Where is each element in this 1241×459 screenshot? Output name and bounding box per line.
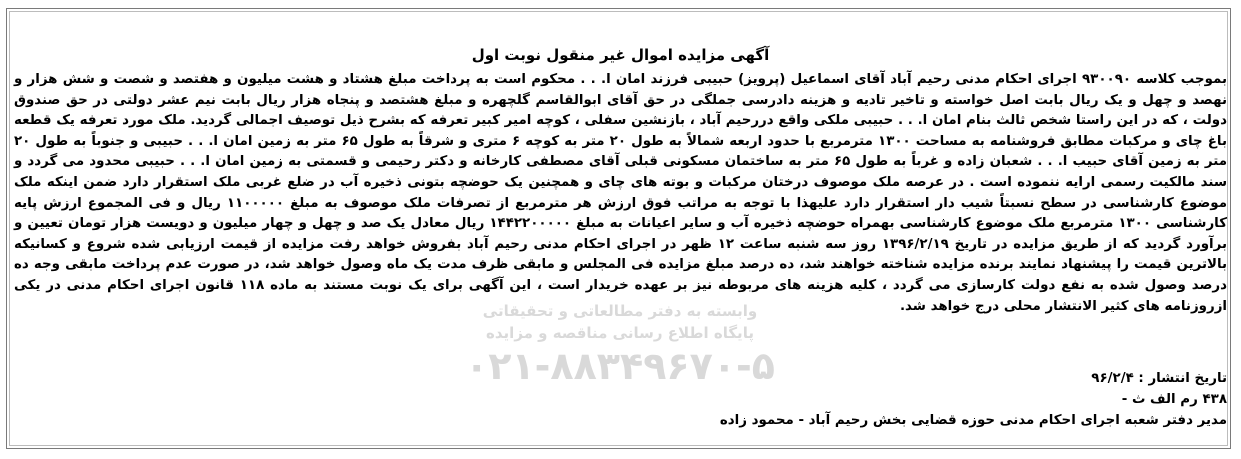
reference-number: ۴۳۸ رم الف ث -	[1121, 392, 1227, 407]
watermark-line-1: وابسته به دفتر مطالعاتی و تحقیقاتی	[482, 302, 758, 320]
watermark-line-2: پایگاه اطلاع رسانی مناقصه و مزایده	[486, 324, 754, 342]
publish-date: تاریخ انتشار : ۹۶/۲/۴	[1091, 371, 1227, 386]
notice-body: بموجب کلاسه ۹۳۰۰۹۰ اجرای احکام مدنی رحیم آباد آقای اسماعیل (پرویز) حبیبی فرزند امان ا. . . محکوم است به پرداخت مبلغ هشتاد و هشت میلیون و هفتصد و شصت و شش هزار و نهصد و چهل و یک ریال بابت اصل خواسته و تاخیر تادیه و هزینه دادرسی جملگی در حق آقای ابوالقاسم گلچهره و مبلغ هشتصد و پنجاه هزار ریال بابت نیم عشر دولتی در حق صندوق دولت ، که در این راستا شخص ثالث بنام امان ا. . . حبیبی ملکی واقع دررحیم آباد ، بازنشین سفلی ، کوچه امیر کبیر تعرفه که بشرح ذیل توصیف اجمالی گردید. ملک مورد تعرفه یک قطعه باغ چای و مرکبات مطابق فروشنامه به مساحت ۱۳۰۰ مترمربع با حدود اربعه شمالاً به طول ۲۰ متر به کوچه ۶ متری و شرقاً به طول ۶۵ متر به زمین امان ا. . . حبیبی و جنوباً به طول ۲۰ متر به زمین آقای حبیب ا. . . شعبان زاده و غرباً به طول ۶۵ متر به ساختمان مسکونی قبلی آقای مصطفی کارخانه و دکتر رحیمی و قسمتی به زمین امان ا. . . حبیبی محدود می گردد و سند مالکیت رسمی ارایه ننموده است . در عرصه ملک موصوف درختان مرکبات و بوته های چای و همچنین یک حوضچه بتونی ذخیره آب در ضلع غربی ملک استقرار دارد ضمن اینکه ملک موضوع کارشناسی در سطح نسبتاً شیب دار استقرار دارد علیهذا با توجه به مراتب فوق ارزش هر مترمربع از تصرفات ملک موصوف به مبلغ ۱۱۰۰۰۰۰ ریال و فی المجموع ارزش پایه کارشناسی ۱۳۰۰ مترمربع ملک موضوع کارشناسی بهمراه حوضچه ذخیره آب و سایر اعیانات به مبلغ ۱۴۴۲۲۰۰۰۰۰ ریال معادل یک صد و چهل و چهار میلیون و دویست هزار تومان تعیین و برآورد گردید که از طریق مزایده در تاریخ ۱۳۹۶/۲/۱۹ روز سه شنبه ساعت ۱۲ ظهر در اجرای احکام مدنی رحیم آباد بفروش خواهد رفت مزایده از قیمت ارزیابی شده شروع و کسانیکه بالاترین قیمت را پیشنهاد نمایند برنده مزایده شناخته خواهند شد، ده درصد مبلغ مزایده فی المجلس و مابقی ظرف مدت یک ماه وصول خواهد شد، در صورت عدم پرداخت مابقی وجه ده درصد وصول شده به نفع دولت کارسازی می گردد ، کلیه هزینه های مربوطه نیز بر عهده خریدار است ، این آگهی برای یک نوبت مستند به ماده ۱۱۸ قانون اجرای احکام مدنی در یکی ازروزنامه های کثیر الانتشار محلی درج خواهد شد.	[14, 72, 1228, 314]
signature-line: مدیر دفتر شعبه اجرای احکام مدنی حوزه قضایی بخش رحیم آباد - محمود زاده	[719, 413, 1227, 428]
notice-footer	[14, 368, 1227, 431]
watermark-phone: ۰۲۱-۸۸۳۴۹۶۷۰-۵	[465, 344, 775, 388]
notice-title: آگهی مزایده اموال غیر منقول نوبت اول	[471, 46, 770, 64]
